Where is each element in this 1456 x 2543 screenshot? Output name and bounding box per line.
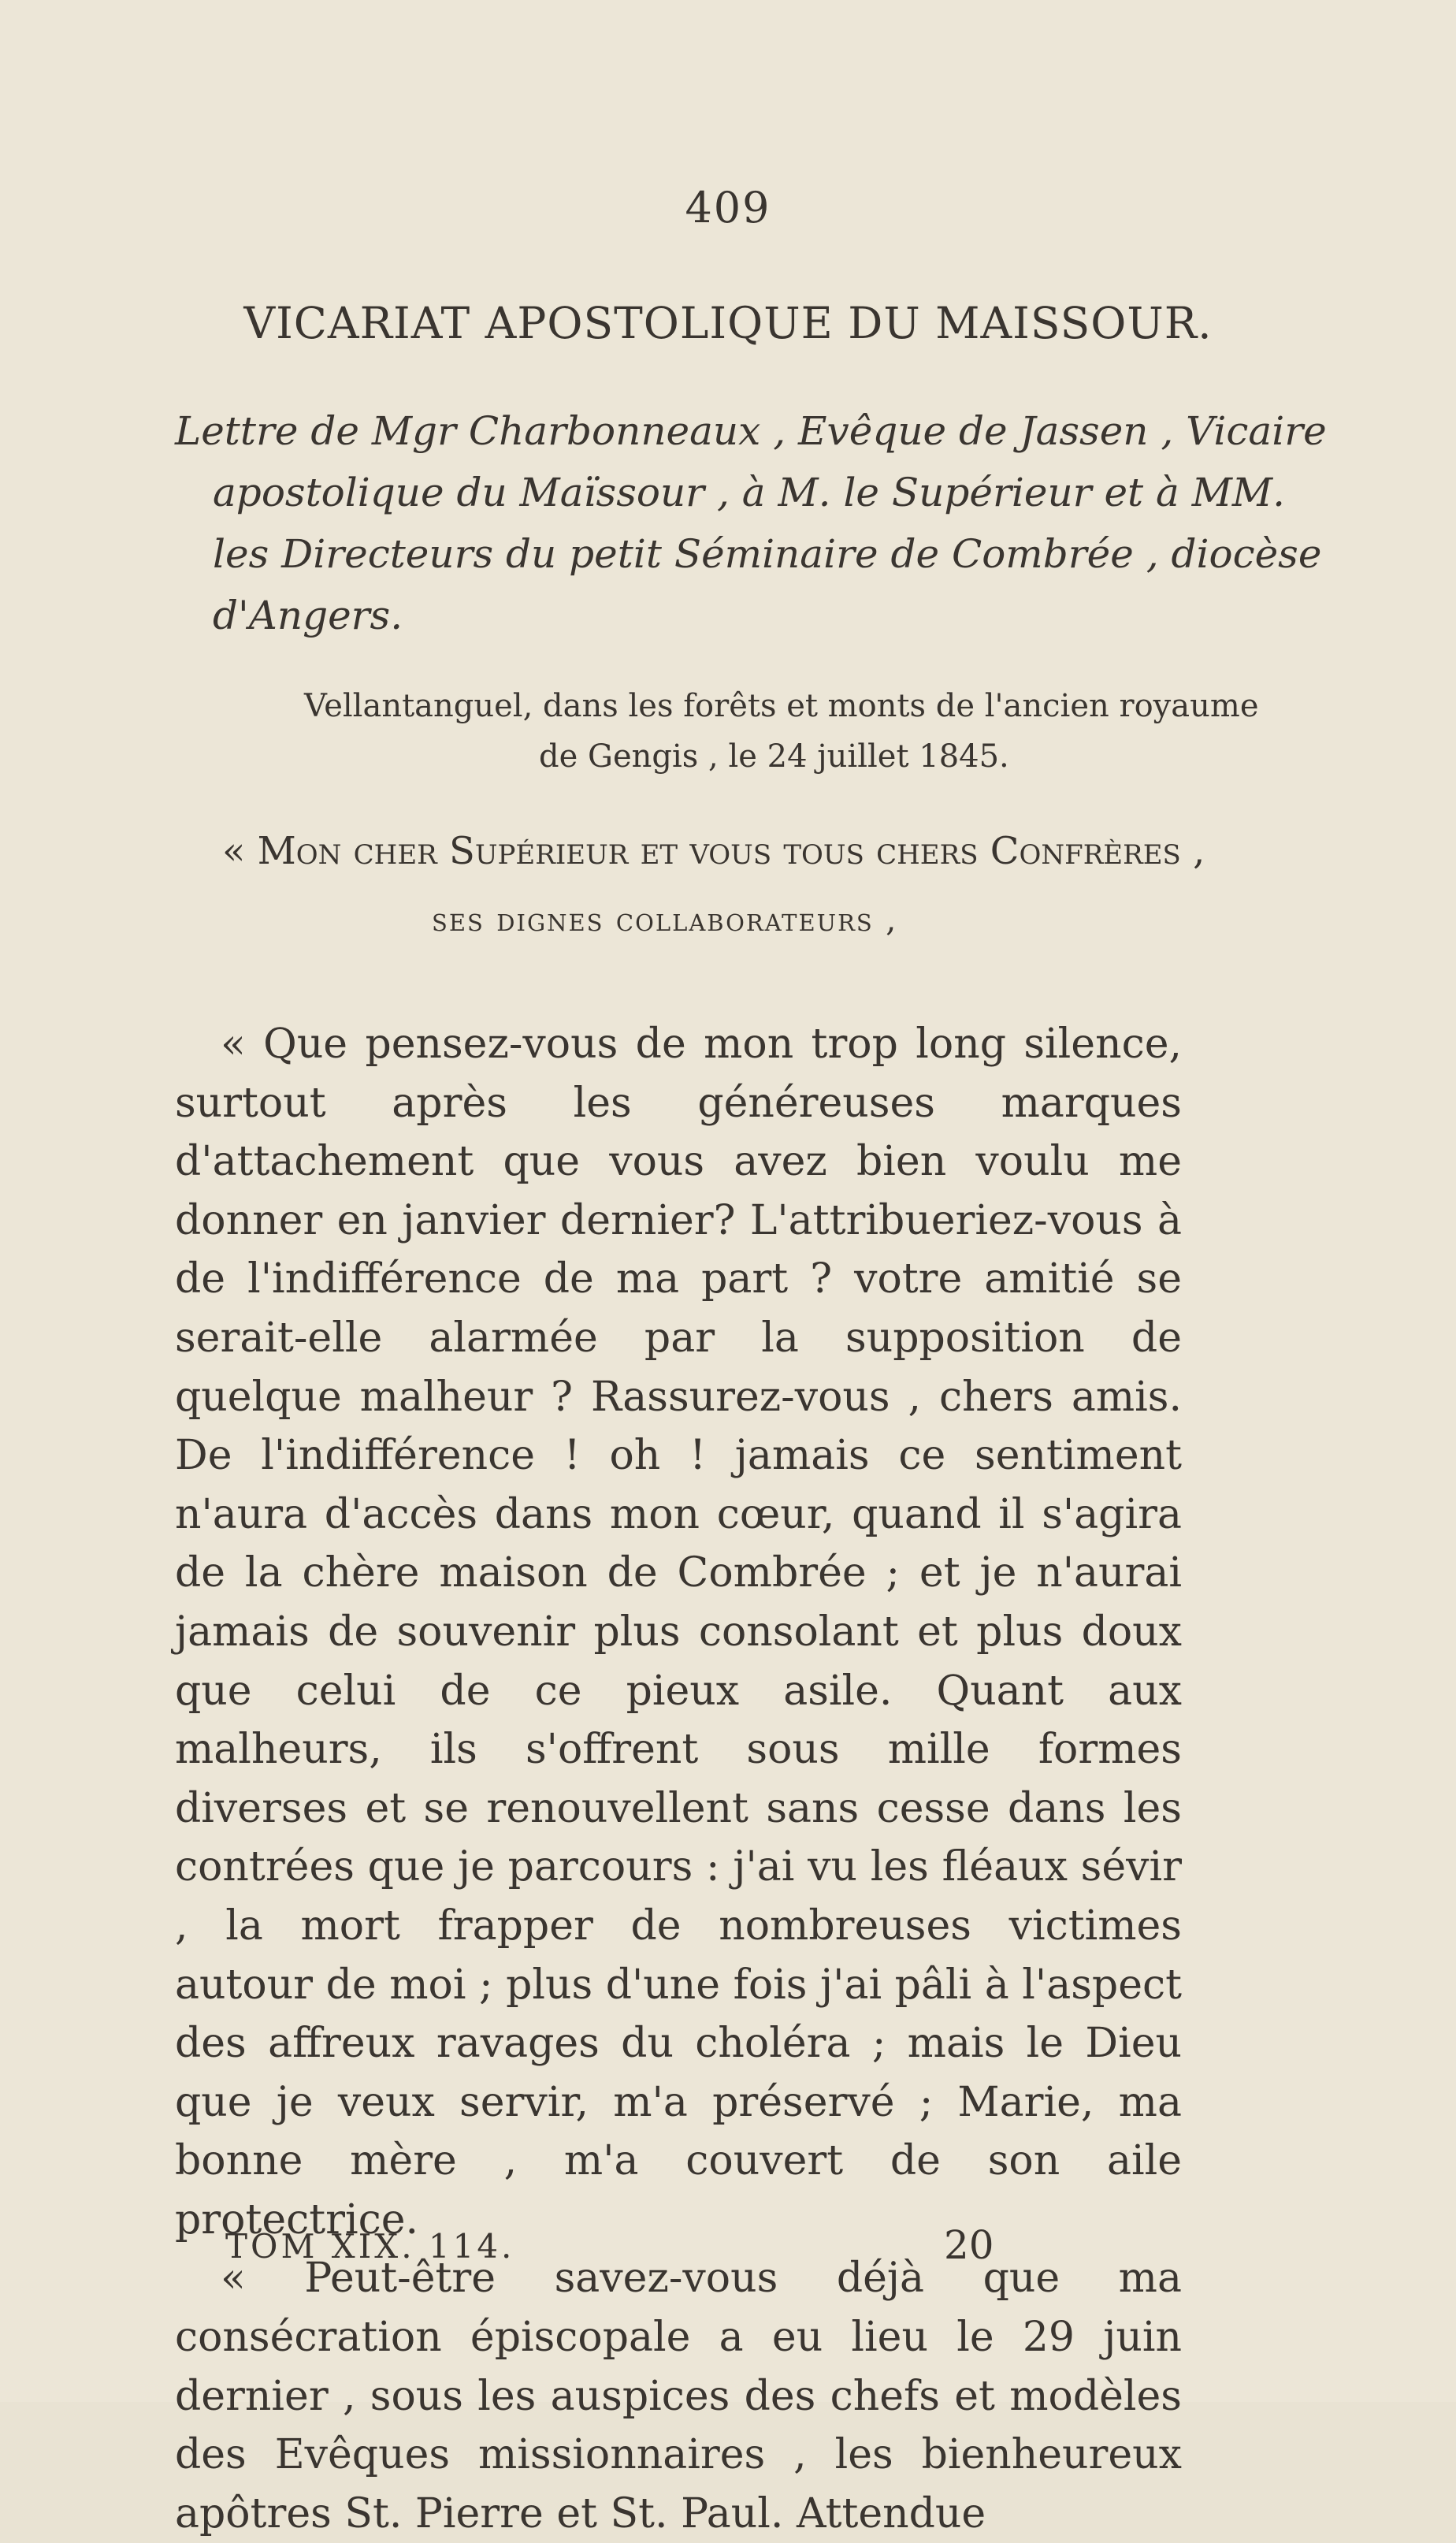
dateline-date: de Gengis , le 24 juillet 1845. (539, 738, 1009, 775)
heading-line: d'Angers. (213, 593, 403, 638)
footer-sheet-number: 20 (944, 2222, 994, 2268)
letter-body (175, 1015, 1182, 2543)
page-number: 409 (685, 183, 771, 232)
footer-signature: TOM XIX. 114. (225, 2227, 515, 2266)
paragraph: « Peut-être savez-vous déjà que ma consécration épiscopale a eu lieu le 29 juin dernier , sous les auspices des chefs et modèles des Evêques missionnaires , les bienheureux apôtres St. Pierre et St. Paul. Attendue (175, 2255, 1182, 2537)
dateline-place: Vellantanguel, dans les forêts et monts de l'ancien royaume (304, 688, 1259, 724)
heading-line: les Directeurs du petit Séminaire de Combrée , diocèse (213, 531, 1322, 577)
heading-line: apostolique du Maïssour , à M. le Supérieur et à MM. (213, 470, 1286, 515)
salutation-line: ses dignes collaborateurs , (432, 900, 898, 939)
heading-line: Lettre de Mgr Charbonneaux , Evêque de Jassen , Vicaire (175, 408, 1327, 454)
section-title: VICARIAT APOSTOLIQUE DU MAISSOUR. (243, 298, 1213, 348)
paragraph: « Que pensez-vous de mon trop long silence, surtout après les généreuses marques d'attachement que vous avez bien voulu me donner en janvier dernier? L'attribueriez-vous à de l'indifférence de ma part ? votre amitié se serait-elle alarmée par la supposition de quelque malheur ? Rassurez-vous , chers amis. De l'indifférence ! oh ! jamais ce sentiment n'aura d'accès dans mon cœur, quand il s'agira de la chère maison de Combrée ; et je n'aurai jamais de souvenir plus consolant et plus doux que celui de ce pieux asile. Quant aux malheurs, ils s'offrent sous mille formes diverses et se renouvellent sans cesse dans les contrées que je parcours : j'ai vu les fléaux sévir , la mort frapper de nombreuses victimes autour de moi ; plus d'une fois j'ai pâli à l'aspect des affreux ravages du choléra ; mais le Dieu que je veux servir, m'a préservé ; Marie, ma bonne mère , m'a couvert de son aile protectrice. (175, 1021, 1182, 2244)
salutation-line: « Mon cher Supérieur et vous tous chers Confrères , (222, 829, 1205, 873)
